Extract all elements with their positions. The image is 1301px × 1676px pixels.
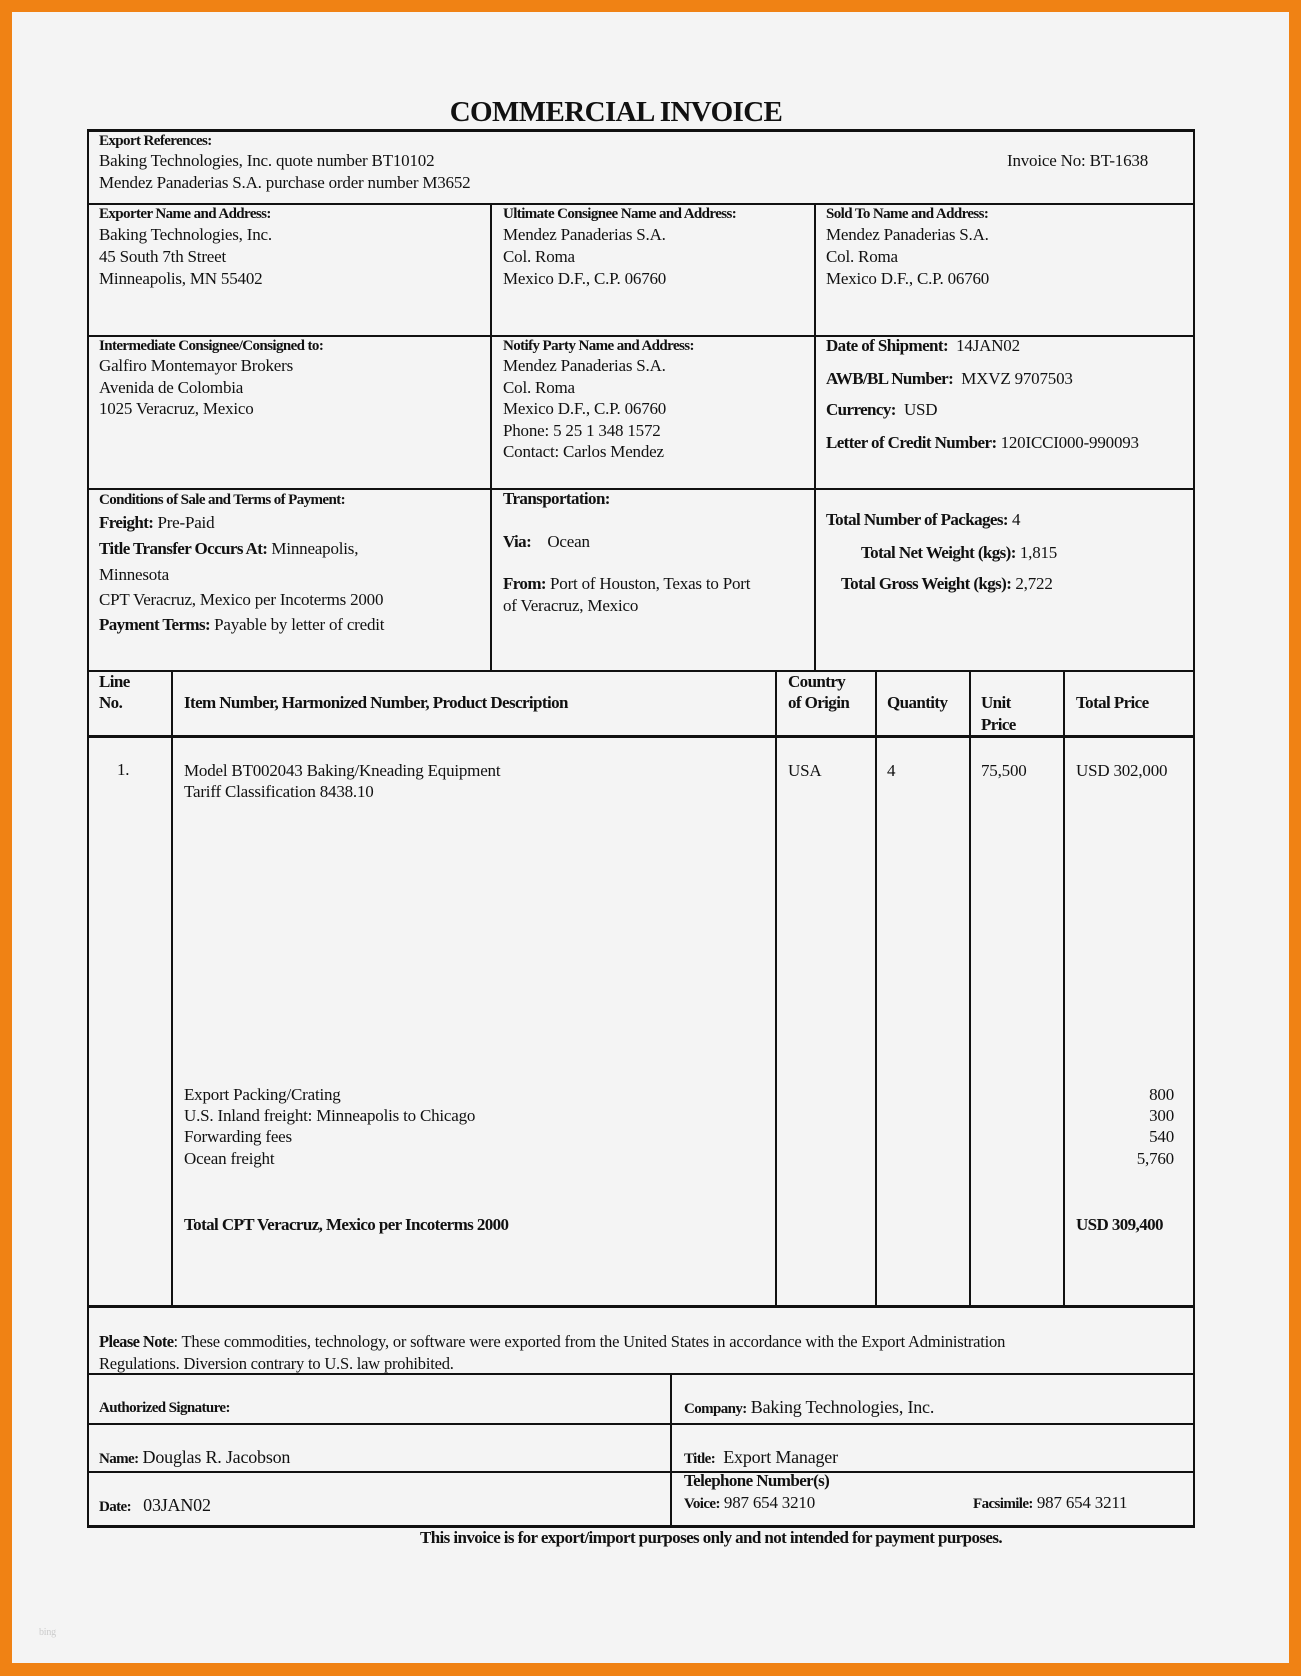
divider	[490, 203, 492, 671]
packages-label: Total Number of Packages:	[826, 510, 1008, 529]
shipment-date-label: Date of Shipment:	[826, 336, 949, 355]
notify-line: Phone: 5 25 1 348 1572	[503, 421, 661, 440]
col-country-header: Country	[788, 672, 846, 691]
company-label: Company:	[684, 1401, 747, 1417]
divider	[87, 1423, 1195, 1425]
lc-label: Letter of Credit Number:	[826, 433, 997, 452]
payment-terms: Payable by letter of credit	[214, 615, 385, 634]
item-unit-price: 75,500	[981, 761, 1027, 780]
sold-to-line: Mendez Panaderias S.A.	[826, 225, 989, 244]
note-text: : These commodities, technology, or software were exported from the United States in accordance with the Export Administration	[173, 1332, 1006, 1351]
title-transfer: Minneapolis,	[271, 539, 359, 558]
item-country: USA	[788, 761, 822, 780]
net-weight: 1,815	[1019, 543, 1058, 562]
item-total: USD 302,000	[1076, 761, 1168, 780]
grand-total-label: Total CPT Veracruz, Mexico per Incoterms 2000	[184, 1215, 509, 1234]
currency: USD	[903, 400, 938, 419]
item-line-no: 1.	[117, 760, 130, 779]
consignee-line: Mendez Panaderias S.A.	[503, 225, 666, 244]
gross-weight: 2,722	[1015, 574, 1053, 593]
notify-line: Contact: Carlos Mendez	[503, 442, 664, 461]
transportation-label: Transportation:	[503, 489, 610, 508]
consignee-line: Mexico D.F., C.P. 06760	[503, 269, 667, 288]
item-description: Model BT002043 Baking/Kneading Equipment	[184, 761, 501, 780]
divider	[814, 203, 816, 671]
fax-number: 987 654 3211	[1036, 1493, 1128, 1512]
divider	[87, 670, 1195, 672]
intermediate-line: 1025 Veracruz, Mexico	[99, 399, 254, 418]
charge-amount: 540	[1149, 1127, 1174, 1146]
col-unit-price-header: Unit	[981, 693, 1011, 712]
divider	[969, 670, 971, 1306]
shipment-date: 14JAN02	[956, 336, 1020, 355]
authorized-signature-label: Authorized Signature:	[99, 1400, 230, 1416]
telephone-label: Telephone Number(s)	[684, 1471, 830, 1490]
freight-label: Freight:	[99, 513, 154, 532]
net-weight-label: Total Net Weight (kgs):	[861, 543, 1016, 562]
sold-to-line: Mexico D.F., C.P. 06760	[826, 269, 990, 288]
divider	[87, 735, 1195, 738]
from-label: From:	[503, 574, 546, 593]
signature-date: 03JAN02	[143, 1495, 211, 1515]
title-transfer-cont: Minnesota	[99, 565, 169, 584]
invoice-number: Invoice No: BT-1638	[1007, 151, 1148, 170]
po-reference: Mendez Panaderias S.A. purchase order number M3652	[99, 173, 471, 192]
awb-number: MXVZ 9707503	[961, 369, 1073, 388]
via: Ocean	[547, 532, 590, 551]
notify-line: Mendez Panaderias S.A.	[503, 356, 666, 375]
ultimate-consignee-label: Ultimate Consignee Name and Address:	[503, 206, 737, 222]
charge-label: Ocean freight	[184, 1149, 275, 1168]
intermediate-consignee-label: Intermediate Consignee/Consigned to:	[99, 338, 324, 354]
quote-reference: Baking Technologies, Inc. quote number BT10102	[99, 151, 435, 170]
from-cont: of Veracruz, Mexico	[503, 596, 639, 615]
col-unit-price-header: Price	[981, 715, 1016, 734]
divider	[775, 670, 777, 1306]
exporter-line: 45 South 7th Street	[99, 247, 227, 266]
fax-label: Facsimile:	[973, 1496, 1033, 1512]
awb-label: AWB/BL Number:	[826, 369, 954, 388]
col-total-header: Total Price	[1076, 693, 1149, 712]
charge-label: U.S. Inland freight: Minneapolis to Chicago	[184, 1106, 476, 1125]
divider	[1193, 129, 1195, 1528]
from: Port of Houston, Texas to Port	[550, 574, 751, 593]
gross-weight-label: Total Gross Weight (kgs):	[841, 574, 1012, 593]
title-label: Title:	[684, 1451, 716, 1467]
divider	[1063, 670, 1065, 1306]
col-quantity-header: Quantity	[887, 693, 948, 712]
document-title: COMMERCIAL INVOICE	[449, 96, 783, 128]
notify-line: Mexico D.F., C.P. 06760	[503, 399, 667, 418]
divider	[171, 670, 173, 1306]
divider	[87, 1471, 1195, 1473]
exporter-line: Baking Technologies, Inc.	[99, 225, 272, 244]
name-label: Name:	[99, 1451, 139, 1467]
item-quantity: 4	[887, 761, 896, 780]
exporter-label: Exporter Name and Address:	[99, 206, 271, 222]
charge-amount: 300	[1149, 1106, 1174, 1125]
notify-party-label: Notify Party Name and Address:	[503, 338, 694, 354]
note-text: Regulations. Diversion contrary to U.S. law prohibited.	[99, 1354, 454, 1373]
charge-label: Export Packing/Crating	[184, 1085, 341, 1104]
intermediate-line: Avenida de Colombia	[99, 378, 244, 397]
intermediate-line: Galfiro Montemayor Brokers	[99, 356, 294, 375]
lc-number: 120ICCI000-990093	[1000, 433, 1139, 452]
exporter-line: Minneapolis, MN 55402	[99, 269, 263, 288]
sold-to-line: Col. Roma	[826, 247, 898, 266]
export-references-label: Export References:	[99, 133, 212, 149]
voice-label: Voice:	[684, 1496, 720, 1512]
item-tariff: Tariff Classification 8438.10	[184, 782, 374, 801]
divider	[87, 129, 1195, 132]
divider	[87, 129, 89, 1528]
signer-name: Douglas R. Jacobson	[142, 1447, 291, 1467]
grand-total: USD 309,400	[1076, 1215, 1163, 1234]
currency-label: Currency:	[826, 400, 896, 419]
packages: 4	[1011, 510, 1021, 529]
consignee-line: Col. Roma	[503, 247, 575, 266]
date-label: Date:	[99, 1499, 131, 1515]
charge-amount: 800	[1149, 1085, 1174, 1104]
payment-terms-label: Payment Terms:	[99, 615, 211, 634]
watermark: bing	[39, 1627, 56, 1638]
freight: Pre-Paid	[157, 513, 215, 532]
col-line-header: No.	[99, 693, 123, 712]
charge-label: Forwarding fees	[184, 1127, 292, 1146]
col-country-header: of Origin	[788, 693, 850, 712]
notify-line: Col. Roma	[503, 378, 575, 397]
voice-number: 987 654 3210	[723, 1493, 816, 1512]
footer-disclaimer: This invoice is for export/import purposes only and not intended for payment purposes.	[419, 1528, 1003, 1547]
charge-amount: 5,760	[1136, 1149, 1174, 1168]
divider	[87, 1305, 1195, 1308]
note-label: Please Note	[99, 1332, 174, 1351]
cpt-terms: CPT Veracruz, Mexico per Incoterms 2000	[99, 590, 384, 609]
sold-to-label: Sold To Name and Address:	[826, 206, 989, 222]
company: Baking Technologies, Inc.	[750, 1397, 935, 1417]
signer-title: Export Manager	[723, 1447, 838, 1467]
divider	[875, 670, 877, 1306]
title-transfer-label: Title Transfer Occurs At:	[99, 539, 268, 558]
divider	[670, 1373, 672, 1527]
col-line-header: Line	[99, 672, 130, 691]
col-description-header: Item Number, Harmonized Number, Product Description	[184, 693, 568, 712]
conditions-label: Conditions of Sale and Terms of Payment:	[99, 492, 346, 508]
via-label: Via:	[503, 532, 532, 551]
